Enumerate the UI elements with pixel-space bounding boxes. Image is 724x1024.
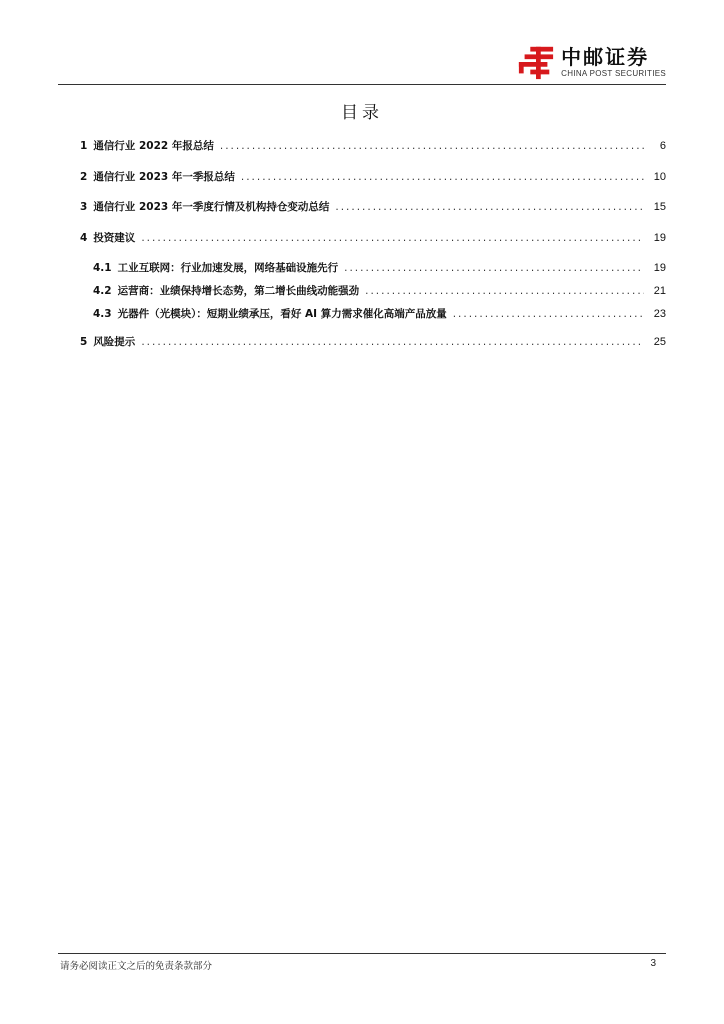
toc-entry-page: 25 [653, 336, 666, 348]
page-title: 目录 [341, 103, 383, 123]
toc-entry-1[interactable] [80, 138, 666, 160]
footer-divider [58, 953, 666, 954]
toc-entry-label: 运营商：业绩保持增长态势，第二增长曲线动能强劲 [117, 285, 360, 297]
toc-entry-label: 通信行业 2023 年一季度行情及机构持仓变动总结 [93, 201, 330, 213]
toc-entry-page: 10 [653, 170, 666, 183]
footer-disclaimer: 请务必阅读正文之后的免责条款部分 [60, 961, 213, 972]
table-of-contents [80, 138, 666, 365]
toc-entry-page: 21 [653, 285, 666, 297]
toc-entry-number: 4.2 [93, 285, 112, 297]
toc-leader-dots [141, 336, 644, 348]
toc-entry-label: 工业互联网：行业加速发展，网络基础设施先行 [117, 262, 339, 274]
toc-entry-label: 风险提示 [93, 336, 136, 348]
toc-entry-4[interactable] [80, 230, 666, 252]
toc-entry-page: 23 [653, 308, 666, 320]
toc-leader-dots [344, 262, 644, 274]
toc-leader-dots [365, 285, 644, 297]
toc-entry-page: 19 [653, 262, 666, 274]
toc-entry-number: 1 [80, 140, 88, 152]
header-divider [58, 84, 666, 85]
page-number: 3 [650, 958, 656, 969]
toc-entry-3[interactable] [80, 199, 666, 221]
toc-leader-dots [220, 140, 644, 152]
toc-entry-number: 4 [80, 231, 88, 244]
logo-chinese-name: 中邮证券 [561, 45, 650, 69]
company-logo [517, 44, 666, 80]
toc-entry-label: 投资建议 [93, 231, 136, 244]
toc-entry-number: 3 [80, 201, 88, 213]
toc-leader-dots [335, 201, 644, 213]
toc-entry-page: 15 [653, 201, 666, 213]
toc-entry-page: 19 [653, 231, 666, 244]
toc-entry-4-3[interactable] [80, 306, 666, 325]
toc-entry-page: 6 [659, 140, 666, 152]
toc-leader-dots [241, 171, 644, 183]
toc-leader-dots [141, 232, 644, 244]
toc-entry-label: 通信行业 2023 年一季报总结 [93, 170, 235, 183]
china-post-logo-icon [517, 44, 555, 80]
toc-leader-dots [453, 308, 644, 320]
toc-entry-label: 通信行业 2022 年报总结 [93, 140, 214, 152]
toc-entry-number: 4.3 [93, 308, 112, 320]
toc-entry-4-2[interactable] [80, 283, 666, 302]
logo-english-name: CHINA POST SECURITIES [561, 69, 666, 78]
toc-entry-number: 2 [80, 170, 88, 183]
toc-entry-2[interactable] [80, 169, 666, 191]
toc-entry-number: 5 [80, 336, 88, 348]
toc-entry-number: 4.1 [93, 262, 112, 274]
toc-entry-4-1[interactable] [80, 260, 666, 279]
toc-entry-5[interactable] [80, 334, 666, 356]
toc-entry-label: 光器件（光模块）：短期业绩承压，看好 AI 算力需求催化高端产品放量 [117, 308, 447, 320]
